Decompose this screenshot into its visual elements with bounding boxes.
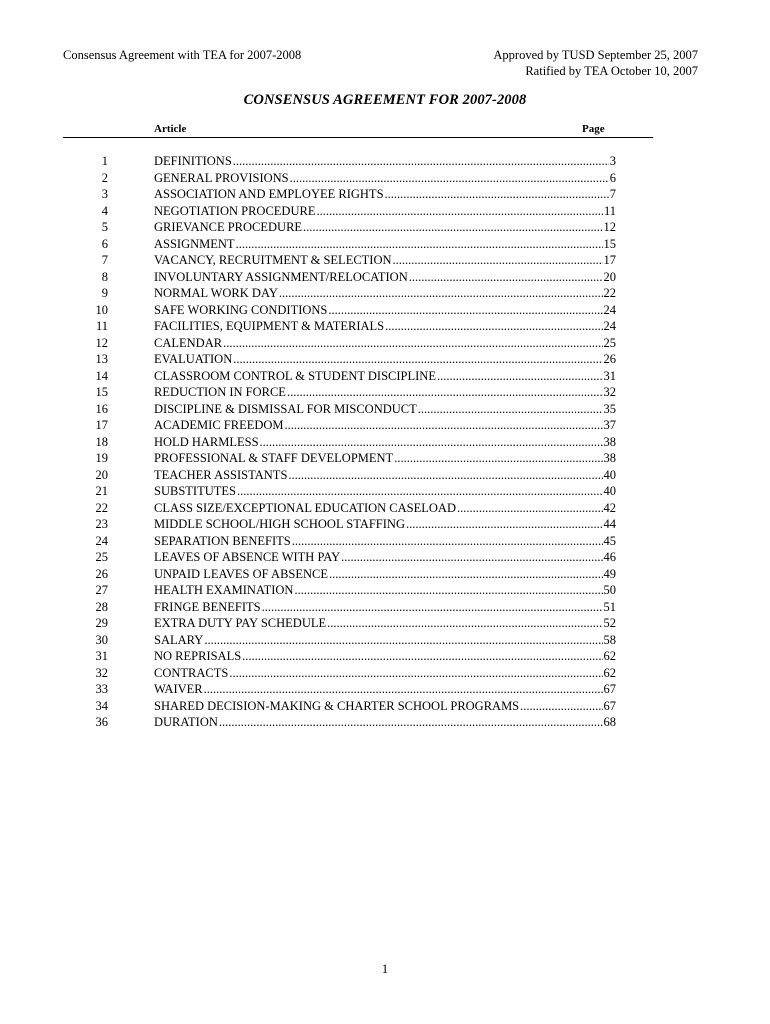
toc-dot-leader [233, 153, 609, 170]
toc-entry-line [154, 401, 616, 418]
toc-page-number: 52 [603, 616, 616, 630]
toc-entry-line [154, 566, 616, 583]
toc-entry-line [154, 714, 616, 731]
toc-article-title: WAIVER [154, 682, 203, 696]
toc-entry[interactable] [0, 302, 770, 319]
toc-page-number: 6 [609, 170, 616, 185]
toc-article-number: 11 [95, 319, 108, 333]
toc-entry[interactable] [0, 582, 770, 599]
toc-page-number: 50 [603, 583, 616, 597]
toc-dot-leader [290, 170, 609, 187]
toc-entry[interactable] [0, 417, 770, 434]
toc-entry[interactable] [0, 384, 770, 401]
toc-dot-leader [520, 698, 602, 715]
toc-page-number: 7 [609, 187, 616, 201]
toc-article-title: REDUCTION IN FORCE [154, 385, 286, 399]
toc-dot-leader [409, 269, 603, 286]
toc-entry-line [154, 153, 616, 170]
toc-entry-line [154, 549, 616, 566]
toc-dot-leader [393, 252, 603, 269]
toc-page-number: 25 [603, 335, 616, 350]
header-approved-line: Approved by TUSD September 25, 2007 [493, 48, 698, 62]
toc-entry[interactable] [0, 450, 770, 467]
toc-dot-leader [237, 483, 603, 500]
toc-entry[interactable] [0, 269, 770, 286]
toc-dot-leader [457, 500, 603, 517]
toc-article-number: 22 [95, 500, 108, 515]
toc-page-number: 68 [603, 715, 616, 729]
toc-article-number: 31 [95, 649, 108, 663]
toc-entry-line [154, 236, 616, 253]
toc-dot-leader [219, 714, 603, 731]
toc-entry-line [154, 533, 616, 550]
toc-page-number: 42 [603, 500, 616, 515]
toc-article-number: 23 [95, 517, 108, 531]
toc-article-number: 28 [95, 599, 108, 614]
toc-article-number: 1 [101, 154, 108, 168]
toc-entry-line [154, 450, 616, 467]
toc-entry-line [154, 219, 616, 236]
toc-entry[interactable] [0, 252, 770, 269]
toc-entry-line [154, 269, 616, 286]
toc-entry[interactable] [0, 665, 770, 682]
toc-entry-line [154, 582, 616, 599]
toc-article-title: ACADEMIC FREEDOM [154, 418, 284, 432]
toc-entry-line [154, 417, 616, 434]
toc-entry-line [154, 203, 616, 220]
toc-dot-leader [260, 434, 603, 451]
toc-entry[interactable] [0, 203, 770, 220]
toc-article-number: 24 [95, 533, 108, 548]
toc-page-number: 22 [603, 286, 616, 300]
toc-entry-line [154, 302, 616, 319]
toc-article-number: 14 [95, 368, 108, 383]
toc-entry[interactable] [0, 219, 770, 236]
toc-article-title: EXTRA DUTY PAY SCHEDULE [154, 616, 327, 630]
page-number: 1 [381, 962, 389, 976]
toc-dot-leader [328, 302, 602, 319]
toc-page-number: 45 [603, 533, 616, 548]
toc-article-title: CONTRACTS [154, 665, 229, 680]
toc-dot-leader [262, 599, 603, 616]
toc-article-title: SALARY [154, 632, 204, 647]
toc-entry[interactable] [0, 549, 770, 566]
toc-article-number: 9 [101, 286, 108, 300]
toc-dot-leader [229, 665, 602, 682]
toc-article-title: FRINGE BENEFITS [154, 599, 261, 614]
toc-dot-leader [418, 401, 603, 418]
toc-article-title: GRIEVANCE PROCEDURE [154, 220, 303, 234]
toc-article-title: SHARED DECISION-MAKING & CHARTER SCHOOL PROGRAMS [154, 698, 520, 713]
toc-article-title: SUBSTITUTES [154, 484, 236, 498]
toc-entry[interactable] [0, 467, 770, 484]
toc-article-title: DISCIPLINE & DISMISSAL FOR MISCONDUCT [154, 401, 417, 416]
toc-article-number: 21 [95, 484, 108, 498]
toc-article-number: 15 [95, 385, 108, 399]
toc-entry[interactable] [0, 318, 770, 335]
toc-entry-line [154, 186, 616, 203]
toc-article-title: SAFE WORKING CONDITIONS [154, 302, 328, 317]
toc-entry-line [154, 698, 616, 715]
toc-entry-line [154, 434, 616, 451]
toc-entry[interactable] [0, 153, 770, 170]
table-of-contents [0, 153, 770, 731]
toc-entry[interactable] [0, 483, 770, 500]
toc-article-title: CLASS SIZE/EXCEPTIONAL EDUCATION CASELOAD [154, 500, 456, 515]
toc-entry[interactable] [0, 335, 770, 352]
toc-entry-line [154, 335, 616, 352]
header-left: Consensus Agreement with TEA for 2007-2008 [63, 48, 302, 62]
toc-dot-leader [204, 681, 603, 698]
toc-column-header [63, 121, 653, 138]
toc-dot-leader [292, 533, 603, 550]
toc-entry-line [154, 318, 616, 335]
toc-entry[interactable] [0, 186, 770, 203]
toc-article-title: SEPARATION BENEFITS [154, 533, 291, 548]
toc-dot-leader [233, 351, 602, 368]
toc-entry-line [154, 252, 616, 269]
toc-dot-leader [204, 632, 602, 649]
toc-dot-leader [279, 285, 603, 302]
toc-dot-leader [316, 203, 603, 220]
toc-entry[interactable] [0, 681, 770, 698]
toc-entry[interactable] [0, 401, 770, 418]
toc-article-number: 12 [95, 335, 108, 350]
toc-entry-line [154, 648, 616, 665]
toc-entry[interactable] [0, 368, 770, 385]
toc-entry-line [154, 384, 616, 401]
toc-article-title: HEALTH EXAMINATION [154, 583, 294, 597]
toc-page-number: 31 [603, 368, 616, 383]
toc-article-title: CALENDAR [154, 335, 223, 350]
toc-article-number: 29 [95, 616, 108, 630]
toc-entry[interactable] [0, 434, 770, 451]
toc-page-number: 38 [603, 434, 616, 449]
toc-dot-leader [406, 516, 603, 533]
column-header-page: Page [582, 123, 605, 135]
toc-article-number: 25 [95, 550, 108, 564]
toc-article-title: GENERAL PROVISIONS [154, 170, 289, 185]
toc-page-number: 46 [603, 550, 616, 564]
toc-dot-leader [385, 186, 609, 203]
toc-dot-leader [242, 648, 602, 665]
toc-article-title: LEAVES OF ABSENCE WITH PAY [154, 550, 341, 564]
toc-article-number: 6 [101, 236, 108, 251]
toc-page-number: 49 [603, 566, 616, 581]
toc-entry[interactable] [0, 351, 770, 368]
toc-dot-leader [341, 549, 602, 566]
toc-entry[interactable] [0, 599, 770, 616]
toc-entry[interactable] [0, 698, 770, 715]
toc-entry-line [154, 665, 616, 682]
toc-entry-line [154, 500, 616, 517]
toc-article-number: 13 [95, 352, 108, 366]
toc-entry-line [154, 599, 616, 616]
toc-page-number: 38 [603, 451, 616, 465]
toc-entry-line [154, 632, 616, 649]
toc-article-number: 2 [101, 170, 108, 185]
toc-entry[interactable] [0, 285, 770, 302]
toc-entry-line [154, 483, 616, 500]
toc-entry-line [154, 467, 616, 484]
toc-article-number: 17 [95, 418, 108, 432]
toc-article-number: 26 [95, 566, 108, 581]
toc-dot-leader [223, 335, 602, 352]
toc-entry-line [154, 368, 616, 385]
toc-article-title: NO REPRISALS [154, 649, 242, 663]
toc-article-number: 27 [95, 583, 108, 597]
toc-entry-line [154, 170, 616, 187]
toc-dot-leader [294, 582, 602, 599]
toc-article-title: MIDDLE SCHOOL/HIGH SCHOOL STAFFING [154, 517, 405, 531]
toc-article-title: NORMAL WORK DAY [154, 286, 278, 300]
toc-page-number: 12 [603, 220, 616, 234]
toc-page-number: 51 [603, 599, 616, 614]
toc-entry[interactable] [0, 533, 770, 550]
toc-entry-line [154, 516, 616, 533]
toc-page-number: 40 [603, 467, 616, 482]
toc-page-number: 15 [603, 236, 616, 251]
toc-page-number: 37 [603, 418, 616, 432]
toc-page-number: 24 [603, 319, 616, 333]
toc-page-number: 35 [603, 401, 616, 416]
toc-article-title: TEACHER ASSISTANTS [154, 467, 288, 482]
toc-article-number: 19 [95, 451, 108, 465]
toc-article-title: DURATION [154, 715, 218, 729]
toc-entry[interactable] [0, 714, 770, 731]
column-header-article: Article [154, 123, 187, 135]
toc-entry[interactable] [0, 632, 770, 649]
toc-page-number: 11 [603, 203, 616, 218]
toc-article-title: EVALUATION [154, 352, 233, 366]
toc-entry[interactable] [0, 500, 770, 517]
toc-page-number: 58 [603, 632, 616, 647]
toc-dot-leader [327, 615, 602, 632]
toc-page-number: 32 [603, 385, 616, 399]
toc-article-number: 3 [101, 187, 108, 201]
toc-article-title: HOLD HARMLESS [154, 434, 259, 449]
toc-article-number: 7 [101, 253, 108, 267]
toc-page-number: 40 [603, 484, 616, 498]
toc-entry[interactable] [0, 615, 770, 632]
header-right [493, 47, 698, 79]
toc-entry[interactable] [0, 170, 770, 187]
toc-article-number: 33 [95, 682, 108, 696]
toc-article-title: ASSOCIATION AND EMPLOYEE RIGHTS [154, 187, 384, 201]
toc-page-number: 20 [603, 269, 616, 284]
toc-dot-leader [437, 368, 603, 385]
toc-dot-leader [236, 236, 603, 253]
toc-article-title: CLASSROOM CONTROL & STUDENT DISCIPLINE [154, 368, 436, 383]
toc-page-number: 24 [603, 302, 616, 317]
toc-page-number: 67 [603, 698, 616, 713]
toc-article-title: INVOLUNTARY ASSIGNMENT/RELOCATION [154, 269, 408, 284]
toc-page-number: 67 [603, 682, 616, 696]
toc-page-number: 62 [603, 665, 616, 680]
toc-article-number: 8 [101, 269, 108, 284]
toc-article-number: 10 [95, 302, 108, 317]
toc-article-number: 30 [95, 632, 108, 647]
toc-dot-leader [288, 467, 602, 484]
toc-article-title: NEGOTIATION PROCEDURE [154, 203, 316, 218]
toc-article-title: FACILITIES, EQUIPMENT & MATERIALS [154, 319, 385, 333]
page-title: CONSENSUS AGREEMENT FOR 2007-2008 [243, 92, 527, 108]
toc-page-number: 17 [603, 253, 616, 267]
toc-dot-leader [303, 219, 602, 236]
toc-entry-line [154, 285, 616, 302]
toc-page-number: 3 [609, 154, 616, 168]
toc-article-title: PROFESSIONAL & STAFF DEVELOPMENT [154, 451, 394, 465]
toc-entry-line [154, 351, 616, 368]
toc-dot-leader [285, 417, 603, 434]
toc-entry-line [154, 681, 616, 698]
toc-dot-leader [329, 566, 603, 583]
toc-entry[interactable] [0, 648, 770, 665]
toc-dot-leader [287, 384, 603, 401]
toc-article-title: ASSIGNMENT [154, 236, 235, 251]
toc-page-number: 44 [603, 517, 616, 531]
toc-article-title: DEFINITIONS [154, 154, 232, 168]
toc-article-number: 32 [95, 665, 108, 680]
toc-entry-line [154, 615, 616, 632]
toc-dot-leader [394, 450, 602, 467]
toc-entry[interactable] [0, 516, 770, 533]
toc-article-title: UNPAID LEAVES OF ABSENCE [154, 566, 328, 581]
toc-entry[interactable] [0, 566, 770, 583]
toc-article-number: 36 [95, 715, 108, 729]
toc-page-number: 26 [603, 352, 616, 366]
toc-article-title: VACANCY, RECRUITMENT & SELECTION [154, 253, 392, 267]
toc-article-number: 4 [101, 203, 108, 218]
toc-article-number: 16 [95, 401, 108, 416]
toc-dot-leader [385, 318, 602, 335]
toc-page-number: 62 [603, 649, 616, 663]
toc-article-number: 20 [95, 467, 108, 482]
toc-article-number: 5 [101, 220, 108, 234]
toc-article-number: 18 [95, 434, 108, 449]
toc-entry[interactable] [0, 236, 770, 253]
header-ratified-line: Ratified by TEA October 10, 2007 [525, 64, 698, 78]
toc-article-number: 34 [95, 698, 108, 713]
